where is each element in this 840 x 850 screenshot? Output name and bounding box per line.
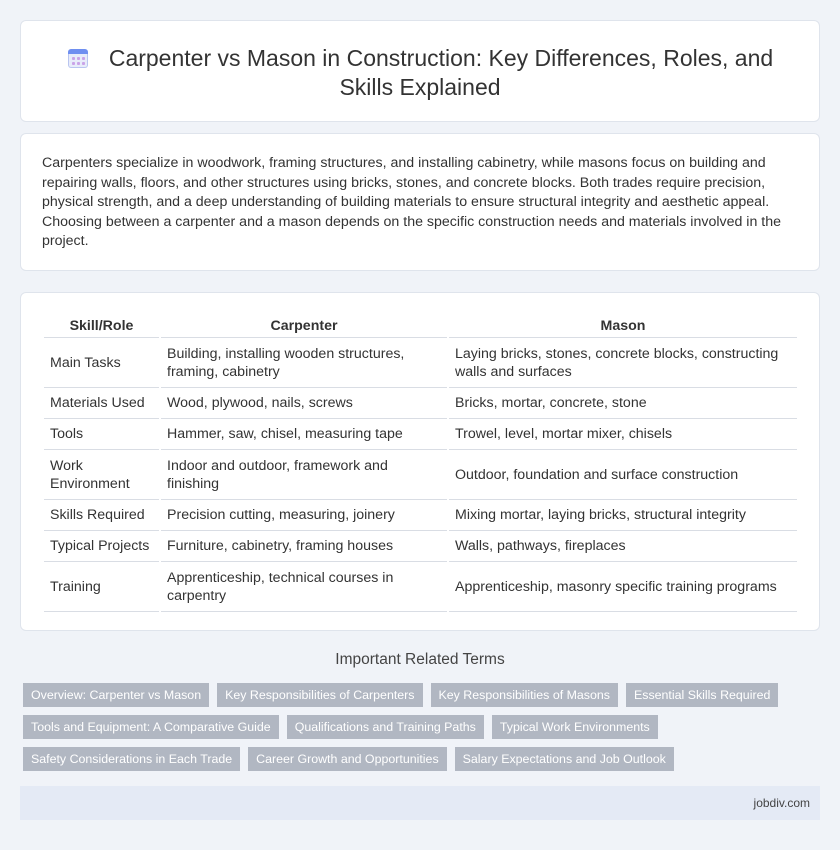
table-cell: Main Tasks (44, 338, 159, 388)
table-row (44, 450, 797, 500)
table-header-row (44, 315, 797, 338)
table-row (44, 531, 797, 562)
table-cell: Laying bricks, stones, concrete blocks, constructing walls and surfaces (449, 338, 797, 388)
table-cell: Walls, pathways, fireplaces (449, 531, 797, 562)
table-cell: Skills Required (44, 500, 159, 531)
table-cell: Apprenticeship, technical courses in carpentry (161, 562, 447, 612)
column-header: Carpenter (161, 315, 447, 338)
comparison-card (20, 292, 820, 631)
table-cell: Tools (44, 419, 159, 450)
related-terms-heading: Important Related Terms (335, 651, 505, 668)
table-cell: Wood, plywood, nails, screws (161, 388, 447, 419)
related-term-tag[interactable]: Overview: Carpenter vs Mason (23, 683, 209, 707)
intro-paragraph: Carpenters specialize in woodwork, framing structures, and installing cabinetry, while masons focus on building and repairing walls, floors, and other structures using bricks, stones, and concrete blocks. Both trades require precision, physical strength, and a deep understanding of building materials to ensure structural integrity and aesthetic appeal. Choosing between a carpenter and a mason depends on the specific construction needs and materials involved in the project. (42, 155, 782, 250)
table-cell: Outdoor, foundation and surface construction (449, 450, 797, 500)
footer-site-link[interactable]: jobdiv.com (753, 796, 810, 810)
page-title-text: Carpenter vs Mason in Construction: Key Differences, Roles, and Skills Explained (108, 45, 774, 100)
comparison-table (42, 315, 799, 612)
table-row (44, 388, 797, 419)
table-cell: Trowel, level, mortar mixer, chisels (449, 419, 797, 450)
related-term-tag[interactable]: Qualifications and Training Paths (287, 715, 484, 739)
related-term-tag[interactable]: Career Growth and Opportunities (248, 747, 447, 771)
related-terms-list (23, 683, 803, 779)
table-row (44, 562, 797, 612)
page-title (51, 44, 789, 102)
related-term-tag[interactable]: Essential Skills Required (626, 683, 778, 707)
table-row (44, 419, 797, 450)
related-term-tag[interactable]: Key Responsibilities of Masons (431, 683, 619, 707)
related-term-tag[interactable]: Salary Expectations and Job Outlook (455, 747, 674, 771)
calendar-icon (67, 47, 89, 69)
column-header: Mason (449, 315, 797, 338)
table-row (44, 500, 797, 531)
table-cell: Hammer, saw, chisel, measuring tape (161, 419, 447, 450)
table-cell: Furniture, cabinetry, framing houses (161, 531, 447, 562)
table-cell: Typical Projects (44, 531, 159, 562)
related-term-tag[interactable]: Safety Considerations in Each Trade (23, 747, 240, 771)
footer (20, 786, 820, 820)
related-term-tag[interactable]: Typical Work Environments (492, 715, 658, 739)
table-cell: Apprenticeship, masonry specific training programs (449, 562, 797, 612)
related-term-tag[interactable]: Key Responsibilities of Carpenters (217, 683, 422, 707)
intro-card (20, 133, 820, 271)
table-cell: Mixing mortar, laying bricks, structural integrity (449, 500, 797, 531)
table-cell: Indoor and outdoor, framework and finishing (161, 450, 447, 500)
table-cell: Materials Used (44, 388, 159, 419)
related-term-tag[interactable]: Tools and Equipment: A Comparative Guide (23, 715, 279, 739)
column-header: Skill/Role (44, 315, 159, 338)
table-cell: Precision cutting, measuring, joinery (161, 500, 447, 531)
table-row (44, 338, 797, 388)
table-cell: Training (44, 562, 159, 612)
table-cell: Work Environment (44, 450, 159, 500)
table-cell: Bricks, mortar, concrete, stone (449, 388, 797, 419)
title-card (20, 20, 820, 122)
table-cell: Building, installing wooden structures, framing, cabinetry (161, 338, 447, 388)
